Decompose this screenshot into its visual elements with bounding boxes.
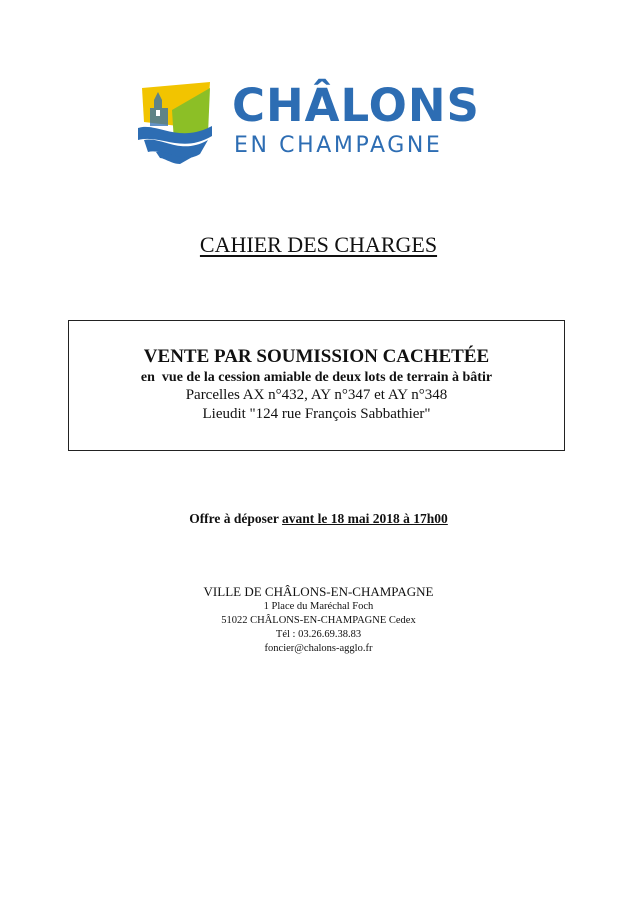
address-email[interactable]: foncier@chalons-agglo.fr [264, 643, 373, 654]
address-organization: VILLE DE CHÂLONS-EN-CHAMPAGNE [203, 584, 434, 599]
sale-heading: VENTE PAR SOUMISSION CACHETÉE [143, 346, 490, 367]
address-city: 51022 CHÂLONS-EN-CHAMPAGNE Cedex [221, 615, 416, 626]
parcels-line: Parcelles AX n°432, AY n°347 et AY n°348 [185, 387, 448, 403]
place-line: Lieudit "124 rue François Sabbathier" [202, 406, 431, 422]
chalons-logo [138, 78, 508, 168]
logo-wordmark: CHÂLONS [232, 79, 480, 132]
offer-deadline [0, 510, 637, 528]
address-street: 1 Place du Maréchal Foch [263, 601, 374, 612]
logo-tagline: EN CHAMPAGNE [234, 133, 443, 158]
city-crest-icon [138, 82, 214, 164]
deadline-prefix: Offre à déposer [189, 511, 283, 526]
deadline-date: avant le 18 mai 2018 à 17h00 [282, 511, 448, 526]
sale-info-box [68, 320, 565, 451]
sale-subheading: en vue de la cession amiable de deux lots de terrain à bâtir [140, 370, 493, 385]
document-title: CAHIER DES CHARGES [199, 232, 438, 257]
contact-address [0, 583, 637, 656]
address-phone: Tél : 03.26.69.38.83 [275, 629, 362, 640]
